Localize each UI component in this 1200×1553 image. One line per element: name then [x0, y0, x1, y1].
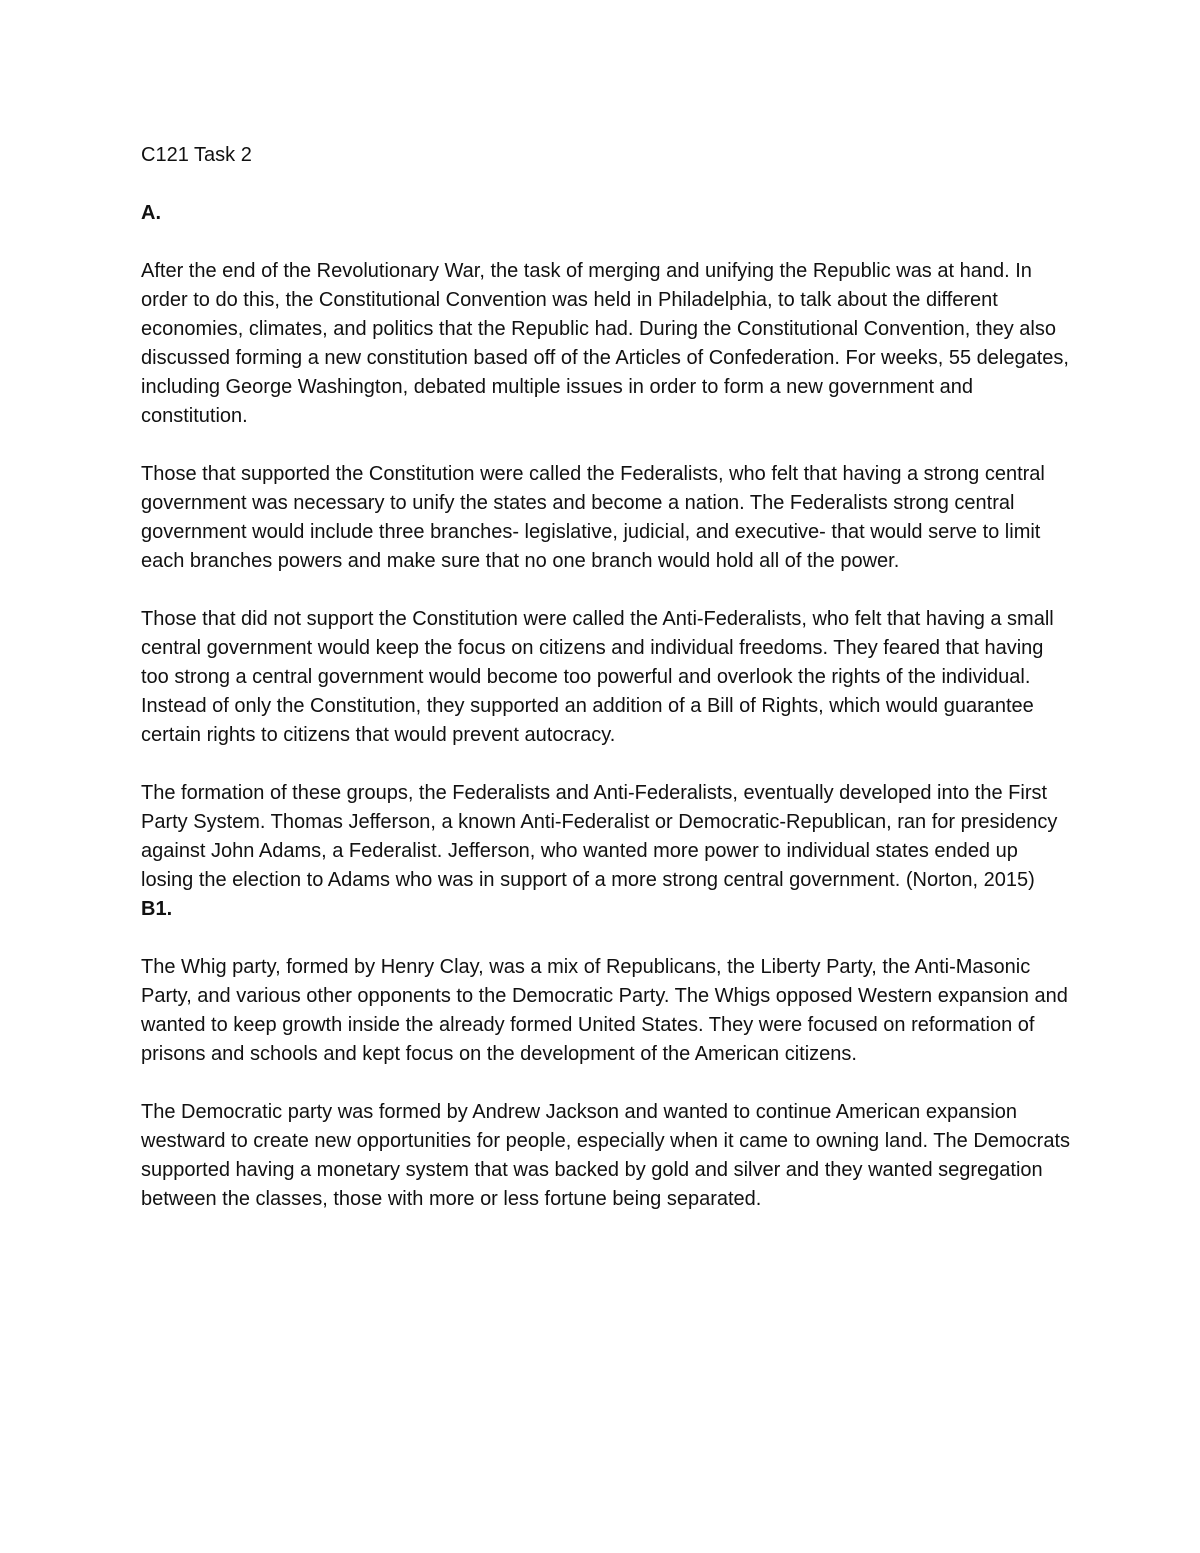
section-a-paragraph-3: Those that did not support the Constitution were called the Anti-Federalists, who felt that having a small central government would keep the focus on citizens and individual freedoms. They feared that having too strong a central government would become too powerful and overlook the rights of the individual. Instead of only the Constitution, they supported an addition of a Bill of Rights, which would guarantee certain rights to citizens that would prevent autocracy. [141, 608, 1054, 746]
document-title: C121 Task 2 [141, 144, 252, 166]
section-b1-paragraph-1: The Whig party, formed by Henry Clay, was a mix of Republicans, the Liberty Party, the Anti-Masonic Party, and various other opponents to the Democratic Party. The Whigs opposed Western expansion and wanted to keep growth inside the already formed United States. They were focused on reformation of prisons and schools and kept focus on the development of the American citizens. [141, 956, 1068, 1065]
section-a-paragraph-2: Those that supported the Constitution were called the Federalists, who felt that having a strong central government was necessary to unify the states and become a nation. The Federalists strong central government would include three branches- legislative, judicial, and executive- that would serve to limit each branches powers and make sure that no one branch would hold all of the power. [141, 463, 1045, 572]
document-body [141, 141, 1071, 1243]
section-a-heading: A. [141, 202, 161, 224]
section-a-paragraph-4: The formation of these groups, the Federalists and Anti-Federalists, eventually developed into the First Party System. Thomas Jefferson, a known Anti-Federalist or Democratic-Republican, ran for presidency against John Adams, a Federalist. Jefferson, who wanted more power to individual states ended up losing the election to Adams who was in support of a more strong central government. (Norton, 2015) [141, 782, 1058, 891]
section-a-paragraph-1: After the end of the Revolutionary War, the task of merging and unifying the Republic was at hand. In order to do this, the Constitutional Convention was held in Philadelphia, to talk about the different economies, climates, and politics that the Republic had. During the Constitutional Convention, they also discussed forming a new constitution based off of the Articles of Confederation. For weeks, 55 delegates, including George Washington, debated multiple issues in order to form a new government and constitution. [141, 260, 1069, 427]
section-b1-paragraph-2: The Democratic party was formed by Andrew Jackson and wanted to continue American expansion westward to create new opportunities for people, especially when it came to owning land. The Democrats supported having a monetary system that was backed by gold and silver and they wanted segregation between the classes, those with more or less fortune being separated. [141, 1101, 1071, 1210]
section-b1-heading: B1. [141, 898, 173, 920]
